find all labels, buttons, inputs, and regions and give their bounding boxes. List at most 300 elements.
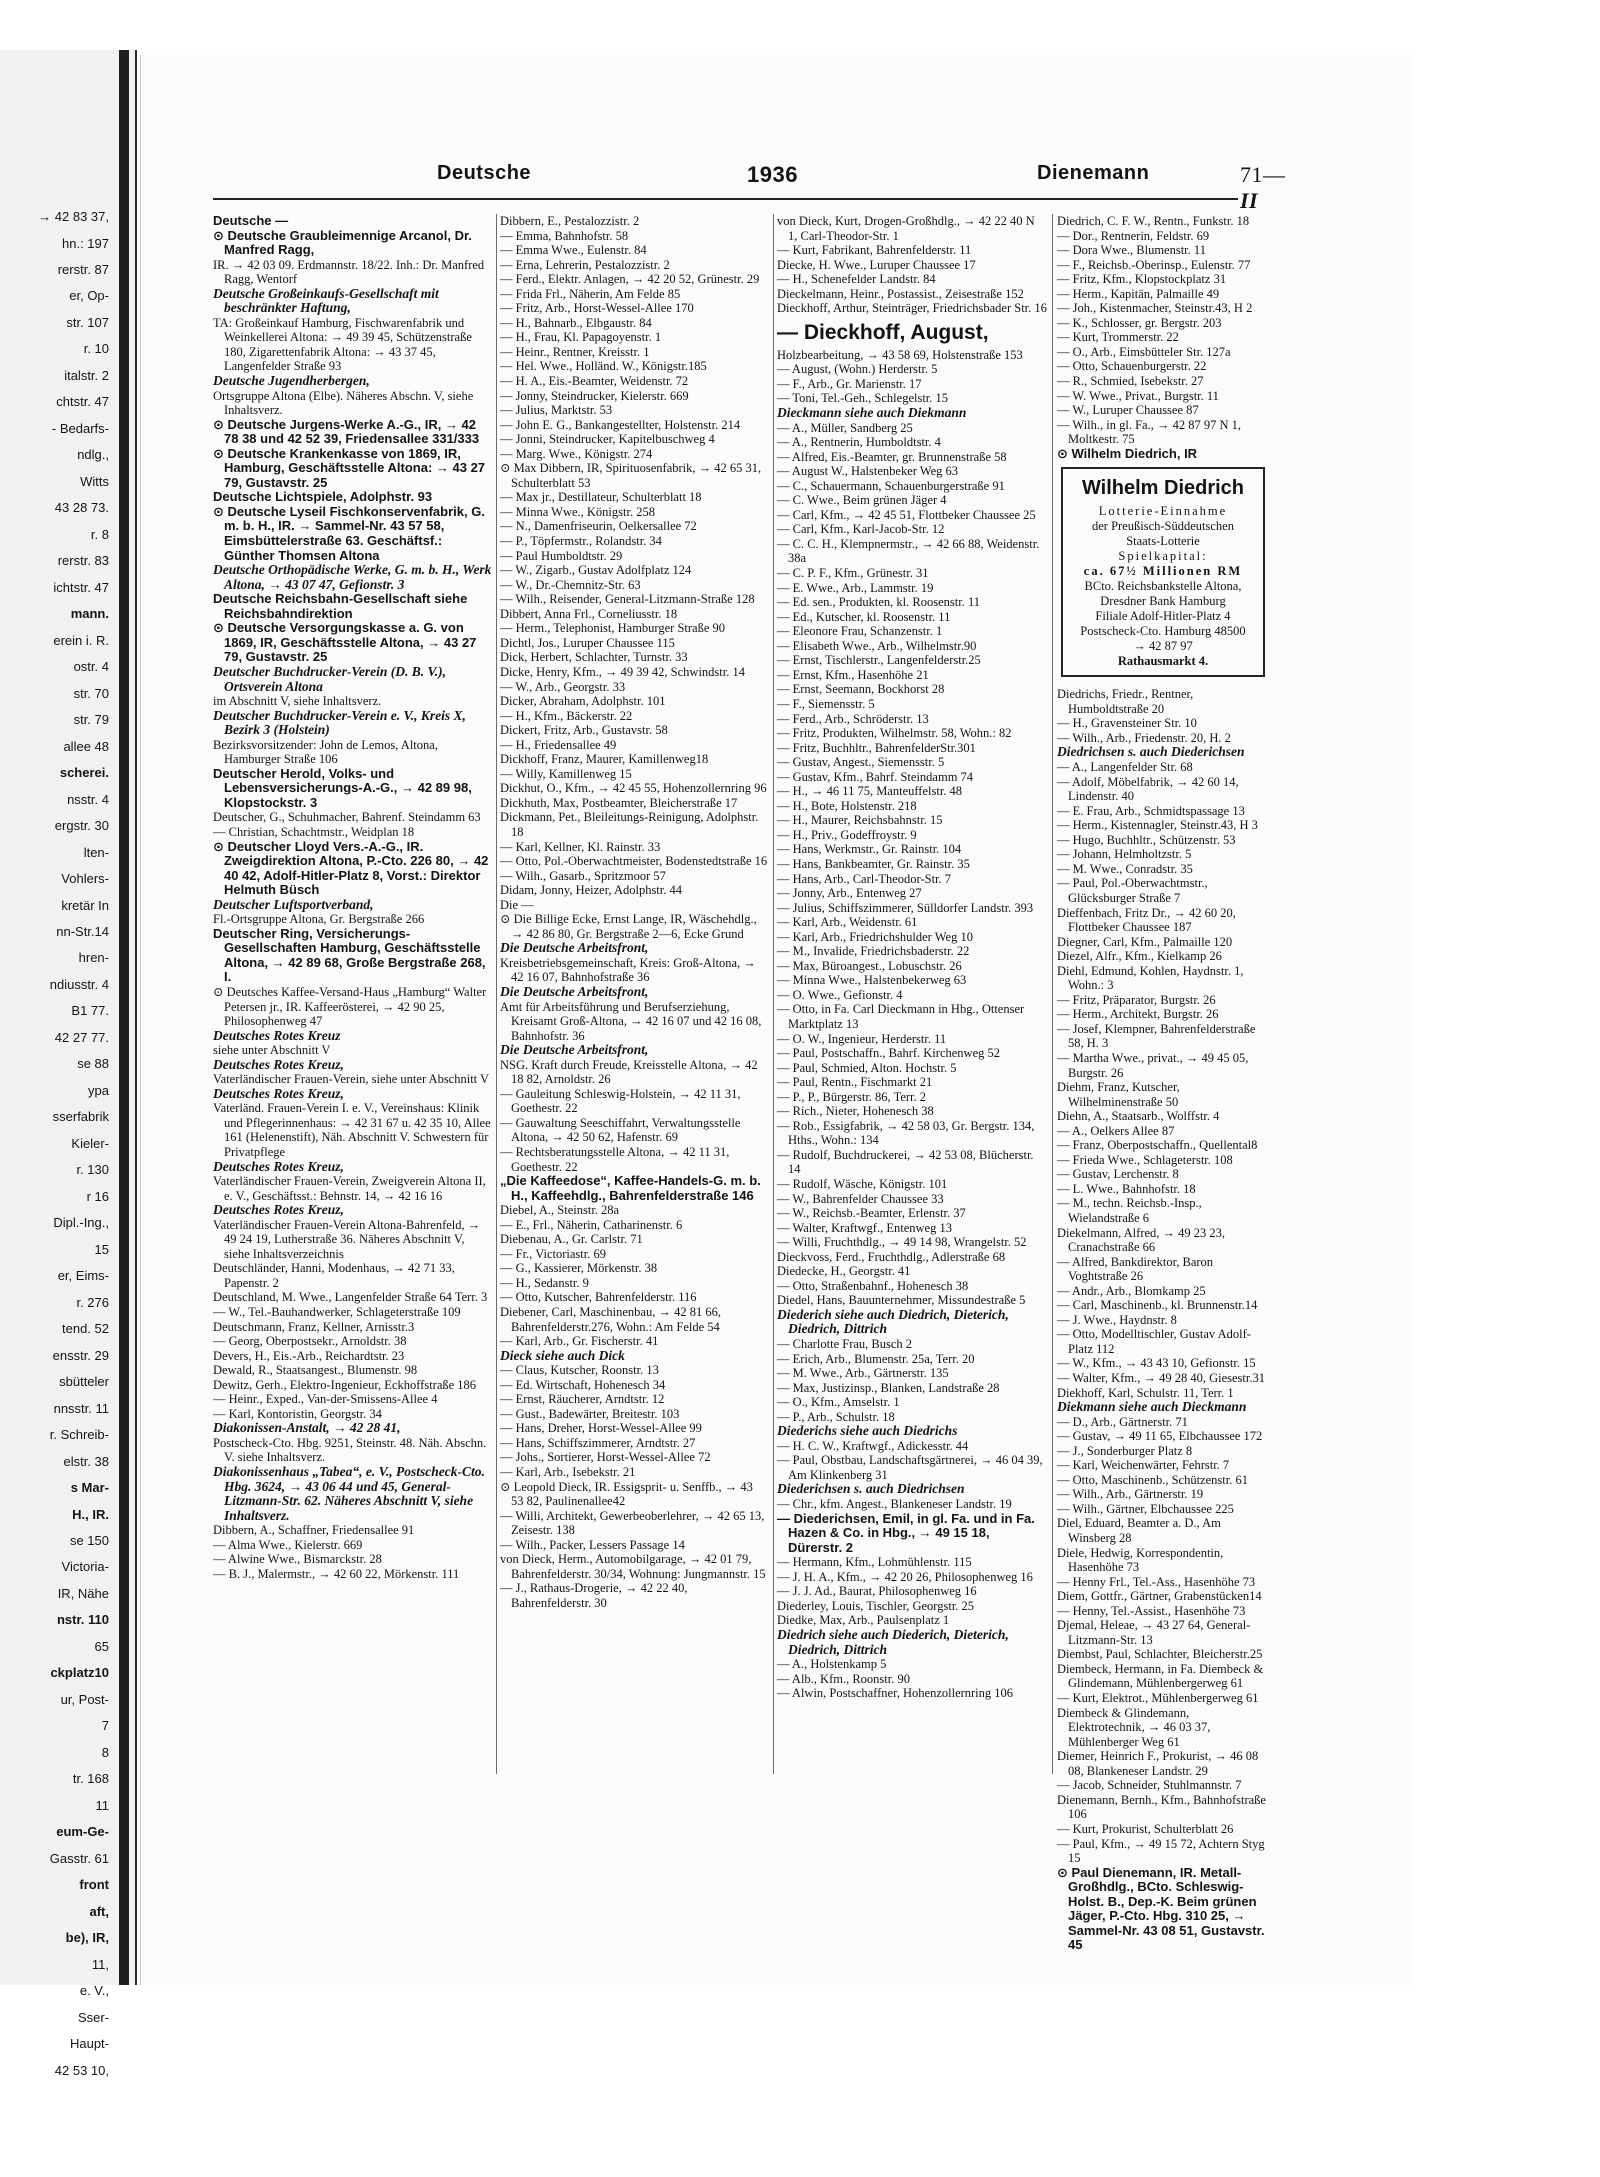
directory-entry: — John E. G., Bankangestellter, Holstenstr. 214 — [500, 417, 741, 432]
directory-entry: — Fritz, Buchhltr., BahrenfelderStr.301 — [777, 740, 976, 755]
directory-entry: — A., Oelkers Allee 87 — [1057, 1123, 1175, 1138]
directory-entry: Deutsches Rotes Kreuz, — [213, 1085, 344, 1101]
directory-entry: Dickmann, Pet., Bleileitungs-Reinigung, Adolphstr. 18 — [500, 810, 759, 839]
directory-entry: Diele, Hedwig, Korrespondentin, Hasenhöhe 73 — [1057, 1545, 1224, 1575]
directory-entry: — Otto, in Fa. Carl Dieckmann in Hbg., Ottenser Marktplatz 13 — [777, 1002, 1025, 1031]
directory-entry: — Rich., Nieter, Hohenesch 38 — [777, 1104, 934, 1119]
directory-entry: — H., Kfm., Bäckerstr. 22 — [500, 708, 633, 723]
directory-entry: — Fritz, Arb., Horst-Wessel-Allee 170 — [500, 301, 694, 316]
fragment-line: r. 276 — [76, 1294, 109, 1310]
directory-entry: — Henny Frl., Tel.-Ass., Hasenhöhe 73 — [1057, 1574, 1256, 1589]
directory-entry: — Walter, Kraftwgf., Entenweg 13 — [777, 1220, 952, 1235]
directory-entry: Deutschland, M. Wwe., Langenfelder Straße 64 Terr. 3 — [213, 1290, 488, 1305]
directory-entry: — Martha Wwe., privat., → 49 45 05, Burgstr. 26 — [1057, 1050, 1249, 1080]
fragment-line: sserfabrik — [52, 1109, 109, 1125]
fragment-line: r. 130 — [76, 1162, 109, 1178]
directory-entry: Diederley, Louis, Tischler, Georgstr. 25 — [777, 1598, 975, 1613]
directory-entry: — Herm., Telephonist, Hamburger Straße 90 — [500, 621, 726, 636]
directory-entry: — J., Rathaus-Drogerie, → 42 22 40, Bahrenfelderstr. 30 — [500, 1581, 688, 1610]
directory-entry: — A., Holstenkamp 5 — [777, 1657, 887, 1672]
directory-entry: — C. P. F., Kfm., Grünestr. 31 — [777, 566, 929, 581]
directory-entry: — Max, Justizinsp., Blanken, Landstraße 28 — [777, 1380, 1000, 1395]
directory-entry: ⊙ Deutsche Graubleimennige Arcanol, Dr. Manfred Ragg, — [213, 227, 472, 258]
directory-entry: Diedrich, C. F. W., Rentn., Funkstr. 18 — [1057, 214, 1250, 228]
directory-entry: — F., Arb., Gr. Marienstr. 17 — [777, 376, 922, 391]
directory-entry: Kreisbetriebsgemeinschaft, Kreis: Groß-Altona, → 42 16 07, Bahnhofstraße 36 — [500, 955, 756, 985]
fragment-line: kretär In — [61, 897, 109, 913]
directory-entry: — Carl, Maschinenb., kl. Brunnenstr.14 — [1057, 1298, 1258, 1313]
directory-entry: ⊙ Deutscher Lloyd Vers.-A.-G., IR. Zweigdirektion Altona, P.-Cto. 226 80, → 42 40 42, Adolf-Hitler-Platz 8, Vorst.: Direktor Helmuth Büsch — [213, 838, 489, 898]
fragment-line: nnsstr. 11 — [53, 1400, 109, 1416]
directory-entry: Bezirksvorsitzender: John de Lemos, Altona, Hamburger Straße 106 — [213, 737, 438, 767]
directory-entry: — Ernst, Kfm., Hasenhöhe 21 — [777, 667, 929, 682]
fragment-line: nn-Str.14 — [56, 923, 109, 939]
directory-entry: — M., techn. Reichsb.-Insp., Wielandstraße 6 — [1057, 1196, 1202, 1225]
directory-entry: — Paul Humboldtstr. 29 — [500, 548, 623, 563]
fragment-line: hn.: 197 — [62, 235, 109, 251]
directory-entry: ⊙ Deutsches Kaffee-Versand-Haus „Hamburg“ Walter Petersen jr., IR. Kaffeerösterei, → 42 90 25, Philosophenweg 47 — [213, 984, 487, 1029]
fragment-line: ichtstr. 47 — [53, 579, 109, 595]
ad-line: Spielkapital: — [1118, 549, 1208, 564]
directory-entry: — Adolf, Möbelfabrik, → 42 60 14, Lindenstr. 40 — [1057, 774, 1239, 804]
directory-entry: — Gustav, Angest., Siemensstr. 5 — [777, 755, 945, 770]
directory-entry: — L. Wwe., Bahnhofstr. 18 — [1057, 1181, 1196, 1196]
fragment-line: Vohlers- — [61, 871, 109, 886]
directory-entry: — P., P., Bürgerstr. 86, Terr. 2 — [777, 1089, 927, 1104]
directory-entry: — Hugo, Buchhltr., Schützenstr. 53 — [1057, 832, 1236, 847]
directory-entry: — Fritz, Kfm., Klopstockplatz 31 — [1057, 272, 1227, 287]
column-divider — [1052, 214, 1053, 1774]
directory-column-1 — [213, 214, 493, 1774]
directory-entry: — Diederichsen, Emil, in gl. Fa. und in Fa. Hazen & Co. in Hbg., → 49 15 18, Dürerstr. 2 — [777, 1510, 1035, 1555]
fragment-line: 42 53 10, — [54, 2062, 109, 2078]
directory-entry: — Otto, Maschinenb., Schützenstr. 61 — [1057, 1472, 1248, 1487]
directory-entry: Diel, Eduard, Beamter a. D., Am Winsberg 28 — [1057, 1516, 1221, 1546]
directory-entry: — O., Arb., Eimsbütteler Str. 127a — [1057, 344, 1231, 359]
directory-entry: — R., Schmied, Isebekstr. 27 — [1057, 374, 1204, 389]
directory-entry: — Toni, Tel.-Geh., Schlegelstr. 15 — [777, 391, 949, 406]
directory-entry: — Jonny, Steindrucker, Kielerstr. 669 — [500, 388, 689, 403]
fragment-line: 42 27 77. — [54, 1029, 109, 1045]
directory-entry: — Karl, Kellner, Kl. Rainstr. 33 — [500, 839, 661, 854]
directory-entry: — P., Töpfermstr., Rolandstr. 34 — [500, 534, 662, 549]
page-number-value: 71— — [1240, 162, 1286, 187]
fragment-line: nsstr. 4 — [67, 791, 109, 807]
directory-entry: — Otto, Straßenbahnf., Hohenesch 38 — [777, 1278, 969, 1293]
directory-entry: Vaterländischer Frauen-Verein Altona-Bahrenfeld, → 49 24 19, Lutherstraße 36. Näheres Abschnitt V, siehe Inhaltsverzeichnis — [213, 1217, 481, 1261]
directory-entry: — Karl, Arb., Friedrichshulder Weg 10 — [777, 929, 973, 944]
directory-entry: — H., Friedensallee 49 — [500, 737, 617, 752]
directory-entry: — Karl, Weichenwärter, Fehrstr. 7 — [1057, 1458, 1230, 1473]
directory-entry: Dickhut, O., Kfm., → 42 45 55, Hohenzollernring 96 — [500, 781, 767, 796]
directory-entry: — Herm., Architekt, Burgstr. 26 — [1057, 1007, 1219, 1022]
directory-entry: — Alfred, Eis.-Beamter, gr. Brunnenstraße 58 — [777, 449, 1007, 464]
directory-entry: ⊙ Leopold Dieck, IR. Essigsprit- u. Senffb., → 43 53 82, Paulinenallee42 — [500, 1479, 753, 1509]
directory-entry: — H., Maurer, Reichsbahnstr. 15 — [777, 813, 943, 828]
fragment-line: hren- — [78, 950, 109, 966]
directory-entry: — H. C. W., Kraftwgf., Adickesstr. 44 — [777, 1438, 969, 1453]
directory-entry: — Rudolf, Buchdruckerei, → 42 53 08, Blücherstr. 14 — [777, 1147, 1034, 1177]
directory-column-2 — [500, 214, 768, 1774]
directory-column-4 — [1057, 214, 1269, 1953]
fragment-line: s Mar- — [70, 1480, 109, 1495]
directory-entry: Diecke, H. Wwe., Luruper Chaussee 17 — [777, 257, 976, 272]
directory-entry: — W., Kfm., → 43 43 10, Gefionstr. 15 — [1057, 1356, 1256, 1371]
directory-entry: — Kurt, Trommerstr. 22 — [1057, 330, 1179, 345]
directory-entry: Dibbern, A., Schaffner, Friedensallee 91 — [213, 1523, 415, 1538]
directory-entry: — M. Wwe., Conradstr. 35 — [1057, 861, 1193, 876]
directory-entry: — Paul, Schmied, Alton. Hochstr. 5 — [777, 1060, 957, 1075]
directory-entry: — Charlotte Frau, Busch 2 — [777, 1337, 913, 1352]
directory-entry: — Wilh., Gärtner, Elbchaussee 225 — [1057, 1501, 1234, 1516]
directory-entry: — F., Siemensstr. 5 — [777, 696, 875, 711]
directory-entry: — Wilh., in gl. Fa., → 42 87 97 N 1, Moltkestr. 75 — [1057, 417, 1241, 447]
directory-entry: — H., Sedanstr. 9 — [500, 1275, 589, 1290]
directory-entry: — H., Bote, Holstenstr. 218 — [777, 798, 917, 813]
directory-entry: Deutscher, G., Schuhmacher, Bahrenf. Steindamm 63 — [213, 810, 481, 825]
directory-entry: im Abschnitt V, siehe Inhaltsverz. — [213, 694, 382, 709]
fragment-line: italstr. 2 — [64, 367, 109, 383]
directory-entry: Diemer, Heinrich F., Prokurist, → 46 08 08, Blankeneser Landstr. 29 — [1057, 1749, 1259, 1778]
previous-page-fragment — [0, 50, 137, 2078]
directory-entry: Deutsche Reichsbahn-Gesellschaft siehe Reichsbahndirektion — [213, 591, 468, 621]
fragment-line: er, Eims- — [57, 1268, 109, 1284]
fragment-line: Dipl.-Ing., — [53, 1215, 109, 1231]
directory-entry: — O. Wwe., Gefionstr. 4 — [777, 987, 903, 1002]
fragment-line: Victoria- — [61, 1559, 109, 1575]
directory-entry: — Julius, Marktstr. 53 — [500, 403, 613, 418]
directory-entry: — Heinr., Exped., Van-der-Smissens-Allee 4 — [213, 1392, 438, 1407]
directory-entry: Diederich siehe auch Diedrich, Dieterich, Diedrich, Dittrich — [777, 1306, 1009, 1337]
directory-entry: — Andr., Arb., Blomkamp 25 — [1057, 1283, 1206, 1298]
directory-entry: siehe unter Abschnitt V — [213, 1043, 331, 1058]
directory-entry: — Gauwaltung Seeschiffahrt, Verwaltungsstelle Altona, → 42 50 62, Hafenstr. 69 — [500, 1115, 741, 1145]
directory-entry: Amt für Arbeitsführung und Berufserziehung, Kreisamt Groß-Altona, → 42 16 07 und 42 16 08, Bahnhofstr. 36 — [500, 999, 762, 1043]
fragment-line: ckplatz10 — [50, 1665, 109, 1681]
directory-entry: Diedrich siehe auch Diederich, Dieterich, Diedrich, Dittrich — [777, 1626, 1009, 1657]
directory-entry: — Emma Wwe., Eulenstr. 84 — [500, 243, 647, 258]
directory-entry: — Gustav, Lerchenstr. 8 — [1057, 1167, 1179, 1182]
directory-entry: — E., Frl., Näherin, Catharinenstr. 6 — [500, 1217, 683, 1232]
directory-entry: — Eleonore Frau, Schanzenstr. 1 — [777, 624, 943, 639]
directory-entry: ⊙ Die Billige Ecke, Ernst Lange, IR, Wäschehdlg., → 42 86 80, Gr. Bergstraße 2—6, Ecke Grund — [500, 912, 757, 941]
directory-entry: Djemal, Heleae, → 43 27 64, General-Litzmann-Str. 13 — [1057, 1618, 1251, 1647]
directory-entry: Dieckhoff, Arthur, Steinträger, Friedrichsbader Str. 16 — [777, 301, 1047, 316]
fragment-line: Haupt- — [69, 2036, 109, 2051]
directory-entry: Dieckmann siehe auch Diekmann — [777, 405, 967, 421]
directory-entry: — Carl, Kfm., Karl-Jacob-Str. 12 — [777, 522, 945, 537]
directory-entry: — Otto, Modelltischler, Gustav Adolf-Platz 112 — [1057, 1327, 1251, 1356]
directory-entry: TA: Großeinkauf Hamburg, Fischwarenfabrik und Weinkellerei Altona: → 49 39 45, Schützenstraße 180, Zigarettenfabrik Altona: → 43 37 45, Langenfelder Straße 93 — [213, 315, 472, 374]
directory-entry: — C., Schauermann, Schauenburgerstraße 91 — [777, 478, 1005, 493]
fragment-line: rerstr. 83 — [57, 553, 109, 569]
directory-entry: — Alwine Wwe., Bismarckstr. 28 — [213, 1552, 382, 1567]
directory-entry: Dibbert, Anna Frl., Corneliusstr. 18 — [500, 606, 678, 621]
directory-entry: — M., Invalide, Friedrichsbaderstr. 22 — [777, 944, 970, 959]
directory-entry: — W., Dr.-Chemnitz-Str. 63 — [500, 577, 641, 592]
directory-entry: Dienemann, Bernh., Kfm., Bahnhofstraße 106 — [1057, 1792, 1266, 1822]
directory-entry: — Jonni, Steindrucker, Kapitelbuschweg 4 — [500, 432, 715, 447]
directory-entry: — Georg, Oberpostsekr., Arnoldstr. 38 — [213, 1334, 407, 1349]
directory-entry: — August, (Wohn.) Herderstr. 5 — [777, 362, 938, 377]
directory-entry: — W., Arb., Georgstr. 33 — [500, 679, 626, 694]
directory-entry: Dibbern, E., Pestalozzistr. 2 — [500, 214, 640, 228]
directory-entry: — Herm., Kistennagler, Steinstr.43, H 3 — [1057, 818, 1258, 833]
fragment-line: ndlg., — [77, 447, 109, 463]
directory-entry: — Otto, Schauenburgerstr. 22 — [1057, 359, 1207, 374]
directory-entry: Diekhoff, Karl, Schulstr. 11, Terr. 1 — [1057, 1385, 1234, 1400]
lottery-advertisement — [1061, 467, 1265, 677]
page-number-part: II — [1240, 188, 1259, 213]
directory-entry: — G., Kassierer, Mörkenstr. 38 — [500, 1261, 658, 1276]
fragment-line: IR, Nähe — [57, 1585, 109, 1601]
directory-entry: ⊙ Deutsche Krankenkasse von 1869, IR, Hamburg, Geschäftsstelle Altona: → 43 27 79, Gustavstr. 25 — [213, 445, 486, 490]
directory-entry: — Rudolf, Wäsche, Königstr. 101 — [777, 1177, 948, 1191]
directory-entry: von Dieck, Kurt, Drogen-Großhdlg., → 42 22 40 N 1, Carl-Theodor-Str. 1 — [777, 214, 1035, 243]
directory-entry: — Joh., Kistenmacher, Steinstr.43, H 2 — [1057, 301, 1253, 316]
fragment-line: r. 10 — [83, 341, 109, 357]
fragment-line: rerstr. 87 — [57, 262, 109, 277]
directory-entry: — Hans, Schiffszimmerer, Arndtstr. 27 — [500, 1435, 696, 1450]
directory-entry: — Paul, Pol.-Oberwachtmstr., Glücksburger Straße 7 — [1057, 876, 1208, 905]
directory-entry: Dichtl, Jos., Luruper Chaussee 115 — [500, 635, 675, 650]
fragment-line: er, Op- — [69, 288, 109, 304]
fragment-line: front — [79, 1877, 109, 1893]
fragment-line: r. Schreib- — [49, 1427, 109, 1442]
fragment-line: ensstr. 29 — [52, 1347, 109, 1363]
fragment-line: - Bedarfs- — [51, 420, 109, 436]
directory-entry: Deutscher Ring, Versicherungs-Gesellschaften Hamburg, Geschäftsstelle Altona, → 42 89 68, Große Bergstraße 268, I. — [213, 925, 486, 985]
column-divider — [496, 214, 497, 1774]
directory-entry: — Rob., Essigfabrik, → 42 58 03, Gr. Bergstr. 134, Hths., Wohn.: 134 — [777, 1118, 1035, 1148]
directory-entry: — Gauleitung Schleswig-Holstein, → 42 11 31, Goethestr. 22 — [500, 1086, 741, 1116]
directory-entry: — Chr., kfm. Angest., Blankeneser Landstr. 19 — [777, 1497, 1012, 1512]
directory-entry: — Rechtsberatungsstelle Altona, → 42 11 31, Goethestr. 22 — [500, 1145, 730, 1174]
directory-entry: — H., Frau, Kl. Papagoyenstr. 1 — [500, 330, 662, 345]
directory-entry: Diedecke, H., Georgstr. 41 — [777, 1264, 911, 1279]
directory-entry: — Gustav, → 49 11 65, Elbchaussee 172 — [1057, 1429, 1263, 1444]
page-header — [297, 158, 1297, 213]
directory-entry: — H., → 46 11 75, Manteuffelstr. 48 — [777, 784, 963, 799]
directory-entry: Deutscher Buchdrucker-Verein e. V., Kreis X, Bezirk 3 (Holstein) — [213, 707, 466, 738]
directory-entry: — Wilh., Gasarb., Spritzmoor 57 — [500, 868, 666, 883]
directory-entry: — F., Reichsb.-Oberinsp., Eulenstr. 77 — [1057, 257, 1251, 272]
directory-entry: — J., Sonderburger Platz 8 — [1057, 1443, 1193, 1458]
directory-entry: — Karl, Arb., Isebekstr. 21 — [500, 1465, 636, 1480]
fragment-line: 8 — [101, 1744, 109, 1760]
running-head-year: 1936 — [747, 162, 798, 187]
fragment-line: ostr. 4 — [73, 659, 109, 675]
directory-entry: Dewald, R., Staatsangest., Blumenstr. 98 — [213, 1363, 418, 1378]
directory-entry: Dickhoff, Franz, Maurer, Kamillenweg18 — [500, 752, 709, 767]
book-gutter — [119, 50, 129, 1985]
fragment-line: str. 107 — [66, 314, 109, 330]
fragment-line: ur, Post- — [60, 1691, 109, 1707]
directory-entry: Devers, H., Eis.-Arb., Reichardtstr. 23 — [213, 1348, 405, 1363]
directory-entry: Diakonissenhaus „Tabea“, e. V., Postscheck-Cto. Hbg. 3624, → 43 06 44 und 45, General-Litzmann-Str. 62. Näheres Abschnitt V, siehe Inhaltsverz. — [213, 1464, 485, 1523]
directory-entry: — O., Kfm., Amselstr. 1 — [777, 1395, 900, 1410]
directory-entry: — Ed. Wirtschaft, Hohenesch 34 — [500, 1377, 666, 1392]
fragment-line: scherei. — [59, 765, 109, 781]
directory-entry: — D., Arb., Gärtnerstr. 71 — [1057, 1414, 1188, 1429]
directory-entry: ⊙ Max Dibbern, IR, Spirituosenfabrik, → 42 65 31, Schulterblatt 53 — [500, 461, 762, 490]
directory-entry: Deutsche Großeinkaufs-Gesellschaft mit beschränkter Haftung, — [213, 285, 439, 316]
directory-entry: — Alma Wwe., Kielerstr. 669 — [213, 1537, 363, 1552]
directory-entry: ⊙ Deutsche Versorgungskasse a. G. von 1869, IR, Geschäftsstelle Altona, → 43 27 79, Gustavstr. 25 — [213, 620, 477, 665]
directory-entry: — A., Müller, Sandberg 25 — [777, 420, 913, 435]
directory-entry: Dickhuth, Max, Postbeamter, Bleicherstraße 17 — [500, 795, 738, 810]
directory-entry: — Paul, Kfm., → 49 15 72, Achtern Styg 15 — [1057, 1836, 1265, 1866]
directory-entry: Dewitz, Gerh., Elektro-Ingenieur, Eckhoffstraße 186 — [213, 1377, 477, 1392]
directory-entry: — Marg. Wwe., Königstr. 274 — [500, 446, 653, 461]
directory-entry: — W., Bahrenfelder Chaussee 33 — [777, 1191, 944, 1206]
directory-entry: — Paul, Rentn., Fischmarkt 21 — [777, 1075, 933, 1090]
directory-entry: Deutscher Buchdrucker-Verein (D. B. V.), Ortsverein Altona — [213, 663, 447, 694]
directory-entry: — J. H. A., Kfm., → 42 20 26, Philosophenweg 16 — [777, 1569, 1033, 1584]
directory-entry: — Gustav, Kfm., Bahrf. Steindamm 74 — [777, 769, 974, 784]
directory-entry: — Erich, Arb., Blumenstr. 25a, Terr. 20 — [777, 1351, 975, 1366]
fragment-line: 11 — [95, 1797, 109, 1813]
fragment-line: nstr. 110 — [56, 1612, 109, 1628]
directory-entry: — J. J. Ad., Baurat, Philosophenweg 16 — [777, 1584, 977, 1599]
fragment-line: Sser- — [77, 2009, 109, 2025]
fragment-line: H., IR. — [72, 1506, 109, 1522]
directory-entry: Dicker, Abraham, Adolphstr. 101 — [500, 694, 666, 709]
directory-entry: — Ed. sen., Produkten, kl. Roosenstr. 11 — [777, 595, 981, 610]
directory-entry: — Josef, Klempner, Bahrenfelderstraße 58, H. 3 — [1057, 1021, 1256, 1051]
fragment-line: lten- — [83, 844, 109, 860]
directory-entry: — Willi, Architekt, Gewerbeoberlehrer, → 42 65 13, Zeisestr. 138 — [500, 1508, 765, 1538]
fragment-line: Gasstr. 61 — [49, 1850, 109, 1866]
directory-entry: IR. → 42 03 09. Erdmannstr. 18/22. Inh.: Dr. Manfred Ragg, Wentorf — [213, 257, 485, 287]
directory-entry: — W., Luruper Chaussee 87 — [1057, 403, 1199, 418]
directory-entry: Holzbearbeitung, → 43 58 69, Holstenstraße 153 — [777, 347, 1023, 362]
directory-entry: — Ferd., Arb., Schröderstr. 13 — [777, 711, 929, 726]
directory-entry: Deutsches Rotes Kreuz, — [213, 1056, 344, 1072]
directory-entry: — Dora Wwe., Blumenstr. 11 — [1057, 243, 1206, 258]
directory-entry: — C. C. H., Klempnermstr., → 42 66 88, Weidenstr. 38a — [777, 536, 1040, 566]
directory-entry: — Julius, Schiffszimmerer, Sülldorfer Landstr. 393 — [777, 900, 1034, 915]
directory-entry: — Kurt, Elektrot., Mühlenbergerweg 61 — [1057, 1691, 1259, 1706]
directory-entry: — Heinr., Rentner, Kreisstr. 1 — [500, 344, 650, 359]
column-divider — [773, 214, 774, 1774]
directory-entry: — Herm., Kapitän, Palmaille 49 — [1057, 286, 1220, 301]
directory-entry: — W. Wwe., Privat., Burgstr. 11 — [1057, 388, 1219, 403]
directory-entry: — Otto, Pol.-Oberwachtmeister, Bodenstedtstraße 16 — [500, 854, 768, 869]
fragment-line: r 16 — [86, 1188, 109, 1204]
directory-entry: — Hel. Wwe., Holländ. W., Königstr.185 — [500, 359, 707, 374]
directory-entry: — E. Frau, Arb., Schmidtspassage 13 — [1057, 803, 1245, 818]
directory-entry: Die — — [500, 897, 534, 912]
directory-entry: — H., Schenefelder Landstr. 84 — [777, 272, 936, 287]
directory-entry: Deutscher Luftsportverband, — [213, 896, 374, 912]
directory-entry: — Paul, Obstbau, Landschaftsgärtnerei, → 46 04 39, Am Klinkenberg 31 — [777, 1453, 1043, 1482]
directory-entry: Diekmann siehe auch Dieckmann — [1057, 1399, 1247, 1415]
fragment-line: ypa — [88, 1082, 109, 1098]
directory-entry: — Jonny, Arb., Entenweg 27 — [777, 886, 922, 901]
fragment-line: erein i. R. — [53, 632, 109, 648]
directory-entry: Diebener, Carl, Maschinenbau, → 42 81 66, Bahrenfelderstr.276, Wohn.: Am Felde 54 — [500, 1305, 721, 1334]
directory-entry: — Paul, Postschaffn., Bahrf. Kirchenweg 52 — [777, 1046, 1000, 1061]
directory-entry: — C. Wwe., Beim grünen Jäger 4 — [777, 493, 947, 508]
directory-entry: Deutsche Lichtspiele, Adolphstr. 93 — [213, 489, 433, 505]
directory-entry: — W., Tel.-Bauhandwerker, Schlageterstraße 109 — [213, 1305, 461, 1320]
directory-entry: — E. Wwe., Arb., Lammstr. 19 — [777, 580, 934, 595]
directory-entry: — Ernst, Tischlerstr., Langenfelderstr.25 — [777, 653, 981, 668]
running-head-first-entry: Deutsche — [437, 162, 532, 184]
directory-entry: — Fritz, Produkten, Wilhelmstr. 58, Wohn.: 82 — [777, 726, 1012, 741]
directory-entry: — O. W., Ingenieur, Herderstr. 11 — [777, 1031, 947, 1046]
directory-entry: — Karl, Arb., Weidenstr. 61 — [777, 915, 918, 930]
directory-entry: Diebel, A., Steinstr. 28a — [500, 1203, 620, 1218]
directory-entry: Dieck siehe auch Dick — [500, 1347, 625, 1363]
directory-entry: Diembst, Paul, Schlachter, Bleicherstr.25 — [1057, 1647, 1263, 1662]
directory-entry: Dick, Herbert, Schlachter, Turnstr. 33 — [500, 650, 688, 665]
directory-entry: — Max, Büroangest., Lobuschstr. 26 — [777, 958, 962, 973]
fragment-line: sbütteler — [59, 1374, 109, 1390]
directory-entry: Deutschländer, Hanni, Modenhaus, → 42 71 33, Papenstr. 2 — [213, 1261, 455, 1290]
directory-entry: — Dieckhoff, August, — [777, 320, 989, 344]
fragment-line: 43 28 73. — [54, 500, 109, 516]
fragment-line: be), IR, — [65, 1930, 109, 1946]
directory-entry: — Johann, Helmholtzstr. 5 — [1057, 847, 1192, 862]
fragment-line: chtstr. 47 — [56, 394, 109, 410]
directory-entry: — Elisabeth Wwe., Arb., Wilhelmstr.90 — [777, 638, 977, 653]
fragment-line: → 42 83 37, — [38, 209, 109, 224]
directory-entry: Didam, Jonny, Heizer, Adolphstr. 44 — [500, 883, 683, 898]
directory-entry: — Emma, Bahnhofstr. 58 — [500, 228, 629, 243]
ad-line: → 42 87 97 — [1133, 639, 1193, 654]
directory-entry: Diehn, A., Staatsarb., Wolffstr. 4 — [1057, 1109, 1220, 1124]
directory-entry: ⊙ Deutsche Lyseil Fischkonservenfabrik, G. m. b. H., IR. → Sammel-Nr. 43 57 58, Eimsbüttelerstraße 63. Geschäftsf.: Günther Thomsen Altona — [213, 503, 485, 563]
directory-entry: Fl.-Ortsgruppe Altona, Gr. Bergstraße 266 — [213, 912, 425, 927]
directory-entry: von Dieck, Herm., Automobilgarage, → 42 01 79, Bahrenfelderstr. 30/34, Wohnung: Jungmannstr. 15 — [500, 1552, 766, 1581]
directory-entry: — H., Bahnarb., Elbgaustr. 84 — [500, 315, 652, 330]
directory-entry: Vaterländischer Frauen-Verein, siehe unter Abschnitt V — [213, 1072, 490, 1087]
directory-entry: Diehl, Edmund, Kohlen, Haydnstr. 1, Wohn.: 3 — [1057, 963, 1244, 993]
fragment-line: tend. 52 — [62, 1321, 109, 1337]
directory-entry: — Walter, Kfm., → 49 28 40, Giesestr.31 — [1057, 1371, 1265, 1385]
directory-entry: Diekelmann, Alfred, → 49 23 23, Cranachstraße 66 — [1057, 1225, 1226, 1255]
directory-entry: Dieffenbach, Fritz Dr., → 42 60 20, Flottbeker Chaussee 187 — [1057, 905, 1236, 935]
directory-column-3 — [777, 214, 1047, 1774]
ad-line: ca. 67½ Millionen RM — [1083, 564, 1243, 579]
ad-line: Filiale Adolf-Hitler-Platz 4 — [1095, 609, 1231, 624]
fragment-line: Witts — [80, 473, 109, 489]
fragment-line: str. 70 — [73, 685, 109, 701]
directory-entry: — Karl, Kontoristin, Georgstr. 34 — [213, 1406, 382, 1421]
directory-entry: — Frida Frl., Näherin, Am Felde 85 — [500, 286, 681, 301]
directory-entry: — M. Wwe., Arb., Gärtnerstr. 135 — [777, 1366, 949, 1381]
directory-entry: — Fritz, Präparator, Burgstr. 26 — [1057, 992, 1216, 1007]
directory-entry: — Dor., Rentnerin, Feldstr. 69 — [1057, 228, 1210, 243]
directory-entry: — J. Wwe., Haydnstr. 8 — [1057, 1312, 1177, 1327]
directory-entry: — Gust., Badewärter, Breitestr. 103 — [500, 1406, 680, 1421]
directory-entry: — Hans, Werkmstr., Gr. Rainstr. 104 — [777, 842, 962, 857]
directory-entry: Diembeck & Glindemann, Elektrotechnik, → 46 03 37, Mühlenberger Weg 61 — [1057, 1705, 1211, 1749]
fragment-line: aft, — [89, 1903, 109, 1919]
directory-entry: — August W., Halstenbeker Weg 63 — [777, 464, 959, 479]
fragment-line: e. V., — [79, 1983, 109, 1999]
directory-entry: — W., Zigarb., Gustav Adolfplatz 124 — [500, 563, 692, 578]
directory-entry: — Johs., Sortierer, Horst-Wessel-Allee 72 — [500, 1450, 711, 1465]
directory-entry: Diedke, Max, Arb., Paulsenplatz 1 — [777, 1613, 950, 1628]
directory-entry: Deutsche — — [213, 213, 289, 228]
fragment-line: mann. — [70, 606, 109, 622]
directory-entry: Deutsche Jugendherbergen, — [213, 373, 370, 389]
directory-entry: — Kurt, Prokurist, Schulterblatt 26 — [1057, 1821, 1234, 1836]
directory-entry: Diehm, Franz, Kutscher, Wilhelminenstraße 50 — [1057, 1080, 1180, 1109]
